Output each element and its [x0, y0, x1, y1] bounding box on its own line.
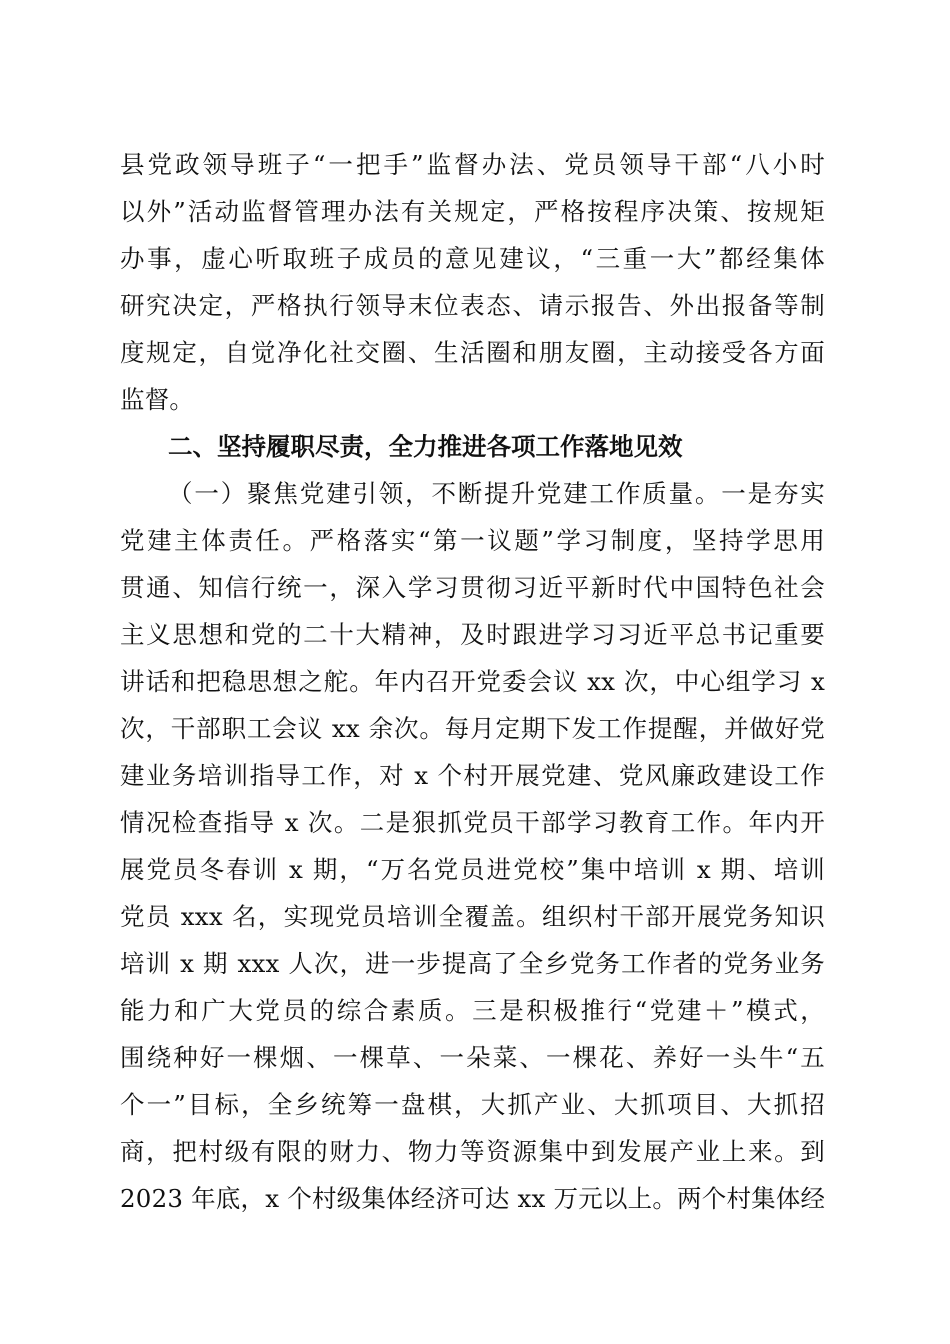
- paragraph-1-line-2: 以外”活动监督管理办法有关规定，严格按程序决策、按规矩: [120, 197, 825, 226]
- paragraph-2-line-3: 贯通、知信行统一，深入学习贯彻习近平新时代中国特色社会: [120, 573, 825, 602]
- paragraph-1-line-3: 办事，虚心听取班子成员的意见建议，“三重一大”都经集体: [120, 244, 825, 273]
- paragraph-2-line-15: 商，把村级有限的财力、物力等资源集中到发展产业上来。到: [120, 1137, 825, 1166]
- paragraph-1-line-5: 度规定，自觉净化社交圈、生活圈和朋友圈，主动接受各方面: [120, 338, 825, 367]
- paragraph-2-line-5: 讲话和把稳思想之舵。年内召开党委会议 xx 次，中心组学习 x: [120, 667, 825, 696]
- paragraph-2-line-1: （一）聚焦党建引领，不断提升党建工作质量。一是夯实: [168, 479, 825, 508]
- paragraph-2-line-8: 情况检查指导 x 次。二是狠抓党员干部学习教育工作。年内开: [120, 808, 825, 837]
- paragraph-2-line-7: 建业务培训指导工作，对 x 个村开展党建、党风廉政建设工作: [120, 761, 825, 790]
- paragraph-2-line-4: 主义思想和党的二十大精神，及时跟进学习习近平总书记重要: [120, 620, 825, 649]
- paragraph-1-line-6: 监督。: [120, 385, 195, 414]
- paragraph-2-line-9: 展党员冬春训 x 期，“万名党员进党校”集中培训 x 期、培训: [120, 855, 825, 884]
- paragraph-2-line-16: 2023 年底，x 个村级集体经济可达 xx 万元以上。两个村集体经: [120, 1184, 826, 1213]
- paragraph-2-line-12: 能力和广大党员的综合素质。三是积极推行“党建＋”模式，: [120, 996, 825, 1025]
- section-heading: 二、坚持履职尽责，全力推进各项工作落地见效: [168, 432, 683, 461]
- paragraph-2-line-14: 个一”目标，全乡统筹一盘棋，大抓产业、大抓项目、大抓招: [120, 1090, 825, 1119]
- paragraph-2-line-6: 次，干部职工会议 xx 余次。每月定期下发工作提醒，并做好党: [120, 714, 825, 743]
- paragraph-2-line-2: 党建主体责任。严格落实“第一议题”学习制度，坚持学思用: [120, 526, 825, 555]
- paragraph-2-line-11: 培训 x 期 xxx 人次，进一步提高了全乡党务工作者的党务业务: [120, 949, 825, 978]
- paragraph-2-line-13: 围绕种好一棵烟、一棵草、一朵菜、一棵花、养好一头牛“五: [120, 1043, 825, 1072]
- paragraph-2-line-10: 党员 xxx 名，实现党员培训全覆盖。组织村干部开展党务知识: [120, 902, 825, 931]
- paragraph-1-line-4: 研究决定，严格执行领导末位表态、请示报告、外出报备等制: [120, 291, 825, 320]
- paragraph-1-line-1: 县党政领导班子“一把手”监督办法、党员领导干部“八小时: [120, 150, 825, 179]
